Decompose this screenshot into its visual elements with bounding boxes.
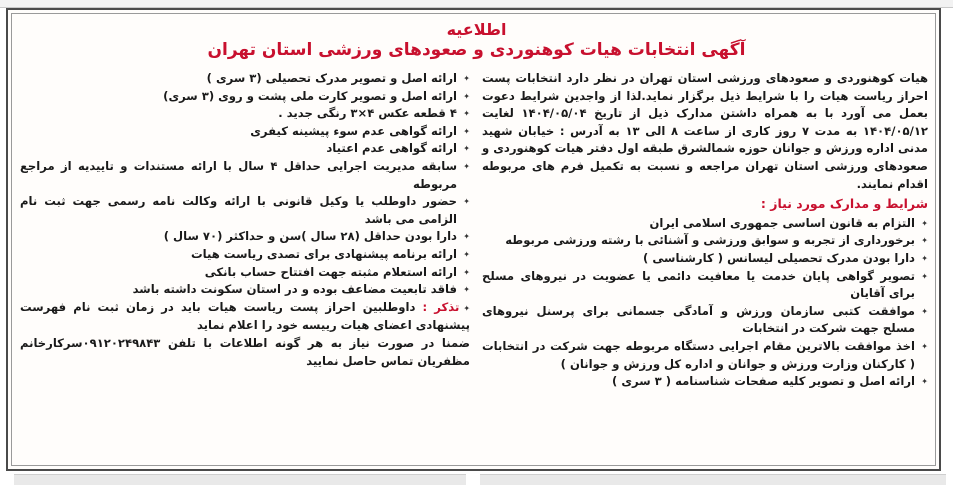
note-text: داوطلبین احراز پست ریاست هیات باید در زمان ثبت نام فهرست پیشنهادی اعضای هیات رییسه خود را اعلام نماید xyxy=(20,299,470,333)
intro-paragraph: هیات کوهنوردی و صعودهای ورزشی استان تهران در نظر دارد انتخابات پست احراز ریاست هیات را با شرایط ذیل برگزار نماید.لذا از واجدین شرایط دعوت بعمل می آورد با به همراه داشتن مدارک ذیل از تاریخ ۱۴۰۴/۰۵/۰۴ لغایت ۱۴۰۴/۰۵/۱۲ به مدت ۷ روز کاری از ساعت ۸ الی ۱۳ به آدرس : خیابان شهید مدنی اداره ورزش و جوانان حوزه شمالشرق طبقه اول دفتر هیات کوهنوردی و صعودهای ورزشی استان تهران مراجعه و نسبت به تکمیل فرم های مربوطه اقدام نمایند. xyxy=(482,71,928,191)
list-item: ✦ حضور داوطلب یا وکیل قانونی با ارائه وکالت نامه رسمی جهت ثبت نام الزامی می باشد xyxy=(20,193,470,228)
list-item: ✦ ۴ قطعه عکس ۴×۳ رنگی جدید . xyxy=(20,105,470,123)
requirements-list-left xyxy=(20,70,470,299)
bottom-neighbor-ad-right xyxy=(480,474,946,485)
requirements-title: شرایط و مدارک مورد نیاز : xyxy=(760,196,928,212)
list-item: ✦ برخورداری از تجربه و سوابق ورزشی و آشنائی با رشته ورزشی مربوطه xyxy=(482,232,928,250)
list-item: ✦ ارائه برنامه پیشنهادی برای تصدی ریاست هیات xyxy=(20,246,470,264)
list-item: ✦ ارائه گواهی عدم سوء پیشینه کیفری xyxy=(20,123,470,141)
contact-paragraph: ضمنا در صورت نیاز به هر گونه اطلاعات با تلفن ۰۹۱۲۰۲۴۹۸۴۳سرکارخانم مظفریان تماس حاصل نمایید xyxy=(20,335,470,368)
list-item: ✦ التزام به قانون اساسی جمهوری اسلامی ایران xyxy=(482,215,928,233)
list-item: ✦ موافقت کتبی سازمان ورزش و آمادگی جسمانی برای پرسنل نیروهای مسلح جهت شرکت در انتخابات xyxy=(482,303,928,338)
list-item: ✦ فاقد تابعیت مضاعف بوده و در استان سکونت داشته باشد xyxy=(20,281,470,299)
list-item: ✦ ارائه اصل و تصویر کارت ملی پشت و روی (۳ سری) xyxy=(20,88,470,106)
list-item: ✦ دارا بودن حداقل (۲۸ سال )سن و حداکثر (۷۰ سال ) xyxy=(20,228,470,246)
list-item: ✦ اخذ موافقت بالاترین مقام اجرایی دستگاه مربوطه جهت شرکت در انتخابات ( کارکنان وزارت ورزش و جوانان و اداره کل ورزش و جوانان ) xyxy=(482,338,928,373)
list-item: ✦ ارائه اصل و تصویر مدرک تحصیلی (۳ سری ) xyxy=(20,70,470,88)
list-item: ✦ ارائه گواهی عدم اعتیاد xyxy=(20,140,470,158)
announcement-subtitle: آگهی انتخابات هیات کوهنوردی و صعودهای ورزشی استان تهران xyxy=(207,40,746,60)
right-column xyxy=(482,70,928,391)
list-item: ✦ ارائه استعلام مثبته جهت افتتاح حساب بانکی xyxy=(20,264,470,282)
requirements-list-right xyxy=(482,215,928,391)
left-column xyxy=(20,70,470,370)
list-item: ✦ دارا بودن مدرک تحصیلی لیسانس ( کارشناسی ) xyxy=(482,250,928,268)
announcement-title: اطلاعیه xyxy=(446,20,507,39)
bottom-neighbor-ad-left xyxy=(14,474,466,485)
list-item: ✦ تصویر گواهی پایان خدمت یا معافیت دائمی یا عضویت در نیروهای مسلح برای آقایان xyxy=(482,268,928,303)
list-item: ✦ ارائه اصل و تصویر کلیه صفحات شناسنامه ( ۳ سری ) xyxy=(482,373,928,391)
page-top-strip xyxy=(0,0,953,8)
note-paragraph xyxy=(20,299,470,335)
note-label: ✦ تذکر : xyxy=(423,300,470,314)
list-item: ✦ سابقه مدیریت اجرایی حداقل ۴ سال با ارائه مستندات و تاییدیه از مراجع مربوطه xyxy=(20,158,470,193)
